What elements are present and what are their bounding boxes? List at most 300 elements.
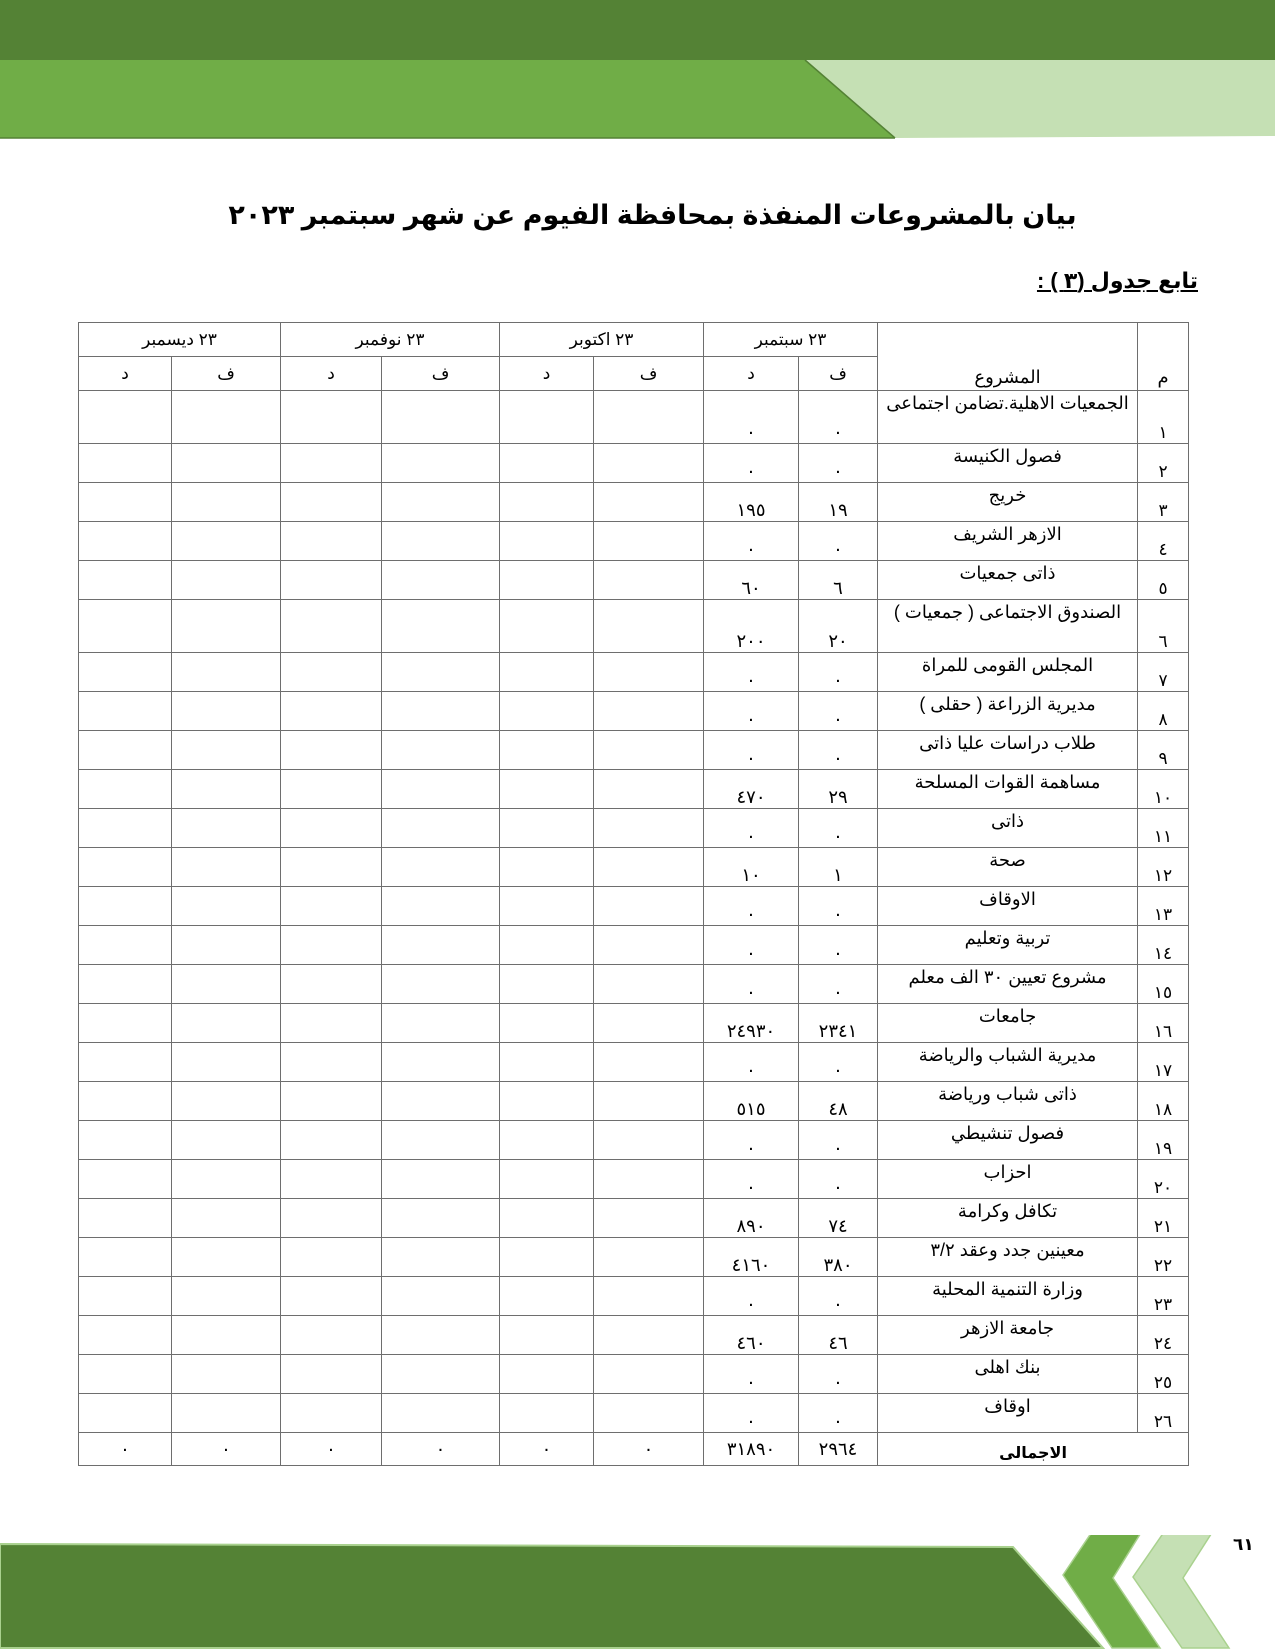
september-d-value: ١٩٥ bbox=[704, 483, 799, 522]
table-row bbox=[79, 692, 1189, 731]
project-name: تكافل وكرامة bbox=[878, 1199, 1138, 1238]
empty-cell bbox=[382, 692, 500, 731]
header-banner-dark-band bbox=[0, 0, 1275, 60]
september-f-value: ٠ bbox=[799, 1160, 878, 1199]
september-f-value: ٠ bbox=[799, 809, 878, 848]
empty-cell bbox=[172, 887, 281, 926]
table-row bbox=[79, 653, 1189, 692]
empty-cell bbox=[281, 1238, 382, 1277]
empty-cell bbox=[281, 600, 382, 653]
september-f-value: ٠ bbox=[799, 1394, 878, 1433]
empty-cell bbox=[382, 848, 500, 887]
september-f-value: ١٩ bbox=[799, 483, 878, 522]
project-name: احزاب bbox=[878, 1160, 1138, 1199]
project-name: المجلس القومى للمراة bbox=[878, 653, 1138, 692]
september-f-value: ٢٩ bbox=[799, 770, 878, 809]
empty-cell bbox=[500, 391, 594, 444]
empty-cell bbox=[79, 522, 172, 561]
empty-cell bbox=[79, 1355, 172, 1394]
table-row bbox=[79, 1160, 1189, 1199]
row-number: ٢٦ bbox=[1138, 1394, 1189, 1433]
empty-cell bbox=[500, 600, 594, 653]
empty-cell bbox=[281, 809, 382, 848]
empty-cell bbox=[172, 731, 281, 770]
page-title: بيان بالمشروعات المنفذة بمحافظة الفيوم عن شهر سبتمبر ٢٠٢٣ bbox=[228, 200, 1077, 230]
total-row bbox=[79, 1433, 1189, 1466]
table-row bbox=[79, 1394, 1189, 1433]
september-f-value: ٠ bbox=[799, 1355, 878, 1394]
empty-cell bbox=[79, 965, 172, 1004]
column-header-month: ٢٣ نوفمبر bbox=[281, 323, 500, 357]
empty-cell bbox=[594, 483, 704, 522]
column-header-f: ف bbox=[172, 357, 281, 391]
empty-cell bbox=[281, 1316, 382, 1355]
september-d-value: ١٠ bbox=[704, 848, 799, 887]
empty-cell bbox=[79, 1238, 172, 1277]
project-name: فصول تنشيطي bbox=[878, 1121, 1138, 1160]
empty-cell bbox=[281, 1160, 382, 1199]
row-number: ٢٤ bbox=[1138, 1316, 1189, 1355]
september-f-value: ٠ bbox=[799, 653, 878, 692]
table-row bbox=[79, 522, 1189, 561]
empty-cell bbox=[79, 887, 172, 926]
empty-cell bbox=[172, 391, 281, 444]
empty-cell bbox=[594, 1199, 704, 1238]
empty-cell bbox=[79, 770, 172, 809]
september-f-value: ١ bbox=[799, 848, 878, 887]
september-d-value: ٠ bbox=[704, 1043, 799, 1082]
row-number: ١٥ bbox=[1138, 965, 1189, 1004]
empty-cell bbox=[172, 653, 281, 692]
row-number: ٢٠ bbox=[1138, 1160, 1189, 1199]
empty-cell bbox=[382, 483, 500, 522]
empty-cell bbox=[281, 1277, 382, 1316]
column-header-d: د bbox=[79, 357, 172, 391]
empty-cell bbox=[172, 809, 281, 848]
empty-cell bbox=[382, 522, 500, 561]
empty-cell bbox=[79, 483, 172, 522]
header-row-months bbox=[79, 323, 1189, 357]
september-f-value: ٠ bbox=[799, 444, 878, 483]
empty-cell bbox=[500, 561, 594, 600]
empty-cell bbox=[281, 965, 382, 1004]
row-number: ١٣ bbox=[1138, 887, 1189, 926]
empty-cell bbox=[594, 770, 704, 809]
table-row bbox=[79, 483, 1189, 522]
september-d-value: ٤١٦٠ bbox=[704, 1238, 799, 1277]
empty-cell bbox=[500, 1277, 594, 1316]
empty-cell bbox=[172, 1121, 281, 1160]
empty-cell bbox=[281, 770, 382, 809]
empty-cell bbox=[172, 1004, 281, 1043]
row-number: ١٤ bbox=[1138, 926, 1189, 965]
september-f-value: ٠ bbox=[799, 887, 878, 926]
project-name: مديرية الزراعة ( حقلى ) bbox=[878, 692, 1138, 731]
empty-cell bbox=[79, 653, 172, 692]
empty-cell bbox=[79, 848, 172, 887]
table-row bbox=[79, 444, 1189, 483]
empty-cell bbox=[500, 1238, 594, 1277]
row-number: ٢٥ bbox=[1138, 1355, 1189, 1394]
empty-cell bbox=[281, 1043, 382, 1082]
empty-cell bbox=[382, 926, 500, 965]
empty-cell bbox=[172, 692, 281, 731]
table-row bbox=[79, 887, 1189, 926]
page-number: ٦١ bbox=[1233, 1535, 1254, 1554]
empty-cell bbox=[79, 731, 172, 770]
empty-cell bbox=[382, 1355, 500, 1394]
project-name: الاوقاف bbox=[878, 887, 1138, 926]
empty-cell bbox=[79, 1121, 172, 1160]
empty-cell bbox=[281, 731, 382, 770]
empty-cell bbox=[79, 1160, 172, 1199]
september-f-value: ٠ bbox=[799, 926, 878, 965]
september-d-value: ٠ bbox=[704, 809, 799, 848]
empty-cell bbox=[281, 522, 382, 561]
empty-cell bbox=[79, 1394, 172, 1433]
row-number: ٣ bbox=[1138, 483, 1189, 522]
row-number: ١١ bbox=[1138, 809, 1189, 848]
table-row bbox=[79, 965, 1189, 1004]
table-row bbox=[79, 926, 1189, 965]
project-name: معينين جدد وعقد ٣/٢ bbox=[878, 1238, 1138, 1277]
empty-cell bbox=[382, 1082, 500, 1121]
row-number: ٩ bbox=[1138, 731, 1189, 770]
empty-cell bbox=[382, 809, 500, 848]
column-header-month: ٢٣ اكتوبر bbox=[500, 323, 704, 357]
empty-cell bbox=[500, 483, 594, 522]
empty-cell bbox=[281, 1121, 382, 1160]
empty-cell bbox=[594, 600, 704, 653]
table-row bbox=[79, 1277, 1189, 1316]
project-name: مشروع تعيين ٣٠ الف معلم bbox=[878, 965, 1138, 1004]
header-banner bbox=[0, 0, 1275, 140]
empty-cell bbox=[594, 444, 704, 483]
project-name: ذاتى شباب ورياضة bbox=[878, 1082, 1138, 1121]
september-f-value: ٦ bbox=[799, 561, 878, 600]
row-number: ١ bbox=[1138, 391, 1189, 444]
row-number: ٧ bbox=[1138, 653, 1189, 692]
table-row bbox=[79, 391, 1189, 444]
total-value: ٠ bbox=[500, 1433, 594, 1466]
empty-cell bbox=[281, 1355, 382, 1394]
column-header-project: المشروع bbox=[878, 323, 1138, 391]
september-d-value: ٢٤٩٣٠ bbox=[704, 1004, 799, 1043]
table-row bbox=[79, 1316, 1189, 1355]
empty-cell bbox=[594, 1082, 704, 1121]
september-d-value: ٤٦٠ bbox=[704, 1316, 799, 1355]
total-value: ٠ bbox=[382, 1433, 500, 1466]
september-d-value: ٨٩٠ bbox=[704, 1199, 799, 1238]
empty-cell bbox=[281, 653, 382, 692]
september-f-value: ٤٦ bbox=[799, 1316, 878, 1355]
column-header-d: د bbox=[704, 357, 799, 391]
header-banner-mid-band bbox=[0, 60, 895, 138]
project-name: بنك اهلى bbox=[878, 1355, 1138, 1394]
september-f-value: ٢٣٤١ bbox=[799, 1004, 878, 1043]
empty-cell bbox=[172, 1355, 281, 1394]
empty-cell bbox=[79, 926, 172, 965]
empty-cell bbox=[172, 926, 281, 965]
project-name: جامعات bbox=[878, 1004, 1138, 1043]
empty-cell bbox=[500, 653, 594, 692]
table-row bbox=[79, 731, 1189, 770]
empty-cell bbox=[500, 1043, 594, 1082]
september-f-value: ٠ bbox=[799, 1121, 878, 1160]
empty-cell bbox=[172, 1082, 281, 1121]
empty-cell bbox=[594, 1316, 704, 1355]
table-row bbox=[79, 1238, 1189, 1277]
row-number: ٦ bbox=[1138, 600, 1189, 653]
september-d-value: ٠ bbox=[704, 1394, 799, 1433]
empty-cell bbox=[382, 600, 500, 653]
empty-cell bbox=[500, 444, 594, 483]
empty-cell bbox=[281, 1394, 382, 1433]
table-subtitle: تابع جدول (٣ ) : bbox=[1036, 268, 1198, 293]
september-d-value: ٠ bbox=[704, 653, 799, 692]
september-d-value: ٠ bbox=[704, 1277, 799, 1316]
project-name: اوقاف bbox=[878, 1394, 1138, 1433]
total-value: ٠ bbox=[594, 1433, 704, 1466]
empty-cell bbox=[79, 561, 172, 600]
project-name: ذاتى bbox=[878, 809, 1138, 848]
row-number: ١٦ bbox=[1138, 1004, 1189, 1043]
empty-cell bbox=[500, 1004, 594, 1043]
september-f-value: ٠ bbox=[799, 391, 878, 444]
empty-cell bbox=[382, 391, 500, 444]
september-f-value: ٣٨٠ bbox=[799, 1238, 878, 1277]
empty-cell bbox=[281, 887, 382, 926]
empty-cell bbox=[594, 848, 704, 887]
empty-cell bbox=[172, 848, 281, 887]
empty-cell bbox=[79, 444, 172, 483]
empty-cell bbox=[79, 809, 172, 848]
empty-cell bbox=[382, 1160, 500, 1199]
empty-cell bbox=[281, 1199, 382, 1238]
september-d-value: ٠ bbox=[704, 391, 799, 444]
empty-cell bbox=[281, 926, 382, 965]
empty-cell bbox=[382, 887, 500, 926]
total-value: ٠ bbox=[281, 1433, 382, 1466]
september-d-value: ٠ bbox=[704, 1355, 799, 1394]
empty-cell bbox=[382, 444, 500, 483]
september-f-value: ٠ bbox=[799, 692, 878, 731]
september-f-value: ٠ bbox=[799, 1043, 878, 1082]
september-f-value: ٤٨ bbox=[799, 1082, 878, 1121]
september-d-value: ٠ bbox=[704, 1160, 799, 1199]
september-d-value: ٠ bbox=[704, 926, 799, 965]
column-header-month: ٢٣ ديسمبر bbox=[79, 323, 281, 357]
empty-cell bbox=[594, 926, 704, 965]
column-header-f: ف bbox=[799, 357, 878, 391]
empty-cell bbox=[594, 561, 704, 600]
total-label: الاجمالى bbox=[878, 1433, 1189, 1466]
column-header-d: د bbox=[500, 357, 594, 391]
empty-cell bbox=[382, 561, 500, 600]
empty-cell bbox=[594, 1277, 704, 1316]
empty-cell bbox=[594, 692, 704, 731]
september-f-value: ٠ bbox=[799, 522, 878, 561]
september-f-value: ٠ bbox=[799, 731, 878, 770]
table-body bbox=[79, 391, 1189, 1433]
empty-cell bbox=[500, 1355, 594, 1394]
empty-cell bbox=[594, 1394, 704, 1433]
table-row bbox=[79, 1355, 1189, 1394]
empty-cell bbox=[594, 965, 704, 1004]
empty-cell bbox=[172, 1316, 281, 1355]
empty-cell bbox=[172, 965, 281, 1004]
empty-cell bbox=[382, 770, 500, 809]
project-name: فصول الكنيسة bbox=[878, 444, 1138, 483]
empty-cell bbox=[172, 522, 281, 561]
project-name: وزارة التنمية المحلية bbox=[878, 1277, 1138, 1316]
empty-cell bbox=[79, 1316, 172, 1355]
total-value: ٠ bbox=[172, 1433, 281, 1466]
empty-cell bbox=[500, 887, 594, 926]
empty-cell bbox=[594, 731, 704, 770]
row-number: ٢٣ bbox=[1138, 1277, 1189, 1316]
september-f-value: ٠ bbox=[799, 1277, 878, 1316]
empty-cell bbox=[382, 1316, 500, 1355]
empty-cell bbox=[281, 391, 382, 444]
empty-cell bbox=[500, 848, 594, 887]
total-value: ٢٩٦٤ bbox=[799, 1433, 878, 1466]
empty-cell bbox=[79, 600, 172, 653]
empty-cell bbox=[594, 1043, 704, 1082]
empty-cell bbox=[172, 600, 281, 653]
empty-cell bbox=[79, 1004, 172, 1043]
empty-cell bbox=[594, 522, 704, 561]
table-row bbox=[79, 1043, 1189, 1082]
empty-cell bbox=[281, 1082, 382, 1121]
table-row bbox=[79, 600, 1189, 653]
row-number: ٨ bbox=[1138, 692, 1189, 731]
september-f-value: ٠ bbox=[799, 965, 878, 1004]
row-number: ٢٢ bbox=[1138, 1238, 1189, 1277]
empty-cell bbox=[382, 731, 500, 770]
column-header-month: ٢٣ سبتمبر bbox=[704, 323, 878, 357]
row-number: ٢ bbox=[1138, 444, 1189, 483]
empty-cell bbox=[281, 692, 382, 731]
empty-cell bbox=[500, 522, 594, 561]
empty-cell bbox=[281, 444, 382, 483]
empty-cell bbox=[500, 1082, 594, 1121]
empty-cell bbox=[382, 1121, 500, 1160]
empty-cell bbox=[172, 1160, 281, 1199]
row-number: ١٧ bbox=[1138, 1043, 1189, 1082]
project-name: الصندوق الاجتماعى ( جمعيات ) bbox=[878, 600, 1138, 653]
empty-cell bbox=[172, 1043, 281, 1082]
table-row bbox=[79, 1121, 1189, 1160]
empty-cell bbox=[594, 1160, 704, 1199]
empty-cell bbox=[500, 692, 594, 731]
project-name: تربية وتعليم bbox=[878, 926, 1138, 965]
empty-cell bbox=[594, 1355, 704, 1394]
september-d-value: ٤٧٠ bbox=[704, 770, 799, 809]
empty-cell bbox=[594, 653, 704, 692]
empty-cell bbox=[594, 1238, 704, 1277]
empty-cell bbox=[172, 561, 281, 600]
empty-cell bbox=[382, 1238, 500, 1277]
column-header-number: م bbox=[1138, 323, 1189, 391]
empty-cell bbox=[500, 1394, 594, 1433]
empty-cell bbox=[281, 483, 382, 522]
projects-table bbox=[78, 322, 1189, 1466]
empty-cell bbox=[382, 1199, 500, 1238]
empty-cell bbox=[79, 1277, 172, 1316]
empty-cell bbox=[500, 770, 594, 809]
project-name: خريج bbox=[878, 483, 1138, 522]
empty-cell bbox=[382, 1004, 500, 1043]
empty-cell bbox=[594, 887, 704, 926]
empty-cell bbox=[594, 1004, 704, 1043]
empty-cell bbox=[172, 1199, 281, 1238]
empty-cell bbox=[500, 809, 594, 848]
empty-cell bbox=[500, 1121, 594, 1160]
empty-cell bbox=[79, 1199, 172, 1238]
september-d-value: ٠ bbox=[704, 692, 799, 731]
empty-cell bbox=[172, 1238, 281, 1277]
empty-cell bbox=[172, 770, 281, 809]
empty-cell bbox=[382, 965, 500, 1004]
project-name: طلاب دراسات عليا ذاتى bbox=[878, 731, 1138, 770]
empty-cell bbox=[79, 1082, 172, 1121]
september-f-value: ٢٠ bbox=[799, 600, 878, 653]
project-name: صحة bbox=[878, 848, 1138, 887]
row-number: ٥ bbox=[1138, 561, 1189, 600]
empty-cell bbox=[172, 1277, 281, 1316]
empty-cell bbox=[500, 731, 594, 770]
column-header-f: ف bbox=[594, 357, 704, 391]
empty-cell bbox=[281, 1004, 382, 1043]
empty-cell bbox=[79, 391, 172, 444]
row-number: ١٢ bbox=[1138, 848, 1189, 887]
column-header-f: ف bbox=[382, 357, 500, 391]
table-row bbox=[79, 1082, 1189, 1121]
empty-cell bbox=[281, 848, 382, 887]
empty-cell bbox=[500, 965, 594, 1004]
project-name: ذاتى جمعيات bbox=[878, 561, 1138, 600]
september-d-value: ٢٠٠ bbox=[704, 600, 799, 653]
project-name: مديرية الشباب والرياضة bbox=[878, 1043, 1138, 1082]
row-number: ٤ bbox=[1138, 522, 1189, 561]
september-d-value: ٥١٥ bbox=[704, 1082, 799, 1121]
column-header-d: د bbox=[281, 357, 382, 391]
empty-cell bbox=[500, 1160, 594, 1199]
project-name: جامعة الازهر bbox=[878, 1316, 1138, 1355]
footer-banner-dark-band bbox=[0, 1544, 1103, 1648]
empty-cell bbox=[382, 1394, 500, 1433]
table-row bbox=[79, 770, 1189, 809]
total-value: ٠ bbox=[79, 1433, 172, 1466]
row-number: ١٨ bbox=[1138, 1082, 1189, 1121]
empty-cell bbox=[79, 1043, 172, 1082]
row-number: ١٠ bbox=[1138, 770, 1189, 809]
empty-cell bbox=[382, 653, 500, 692]
september-d-value: ٠ bbox=[704, 1121, 799, 1160]
table-row bbox=[79, 809, 1189, 848]
september-d-value: ٠ bbox=[704, 887, 799, 926]
empty-cell bbox=[500, 1199, 594, 1238]
table-row bbox=[79, 1199, 1189, 1238]
empty-cell bbox=[594, 1121, 704, 1160]
empty-cell bbox=[594, 391, 704, 444]
table-row bbox=[79, 848, 1189, 887]
september-d-value: ٠ bbox=[704, 731, 799, 770]
table-row bbox=[79, 561, 1189, 600]
september-d-value: ٠ bbox=[704, 444, 799, 483]
project-name: الازهر الشريف bbox=[878, 522, 1138, 561]
